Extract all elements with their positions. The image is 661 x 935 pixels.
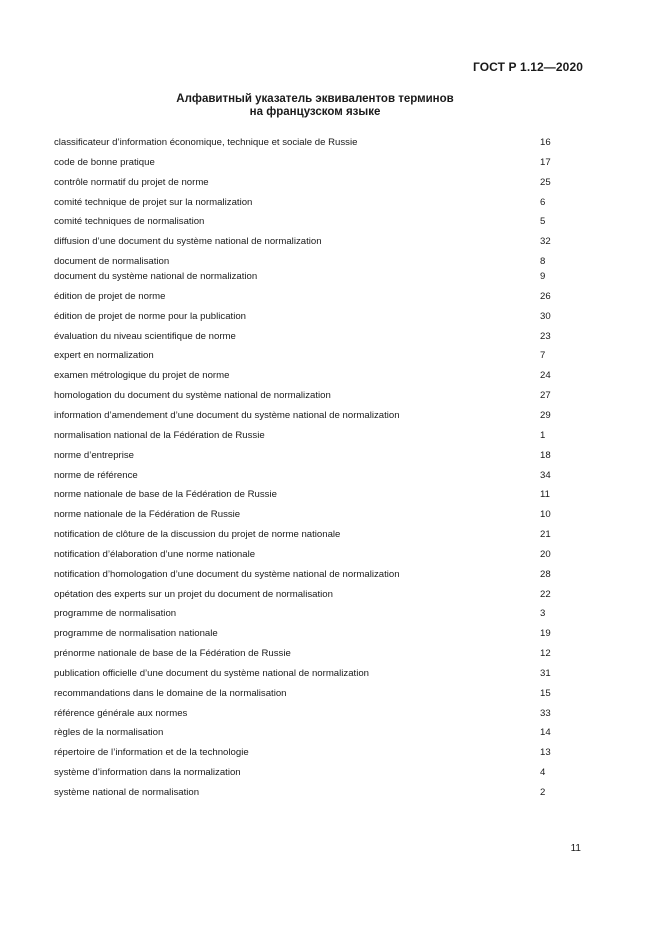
index-entry bbox=[54, 135, 574, 155]
index-entry bbox=[54, 725, 574, 745]
index-entry bbox=[54, 408, 574, 428]
index-title-line-1: Алфавитный указатель эквивалентов терминов bbox=[176, 93, 454, 105]
index-entry-term: publication officielle d’une document du système national de normalization bbox=[54, 667, 370, 679]
term-index-list bbox=[54, 135, 574, 805]
index-entry-number: 12 bbox=[540, 648, 551, 660]
index-entry-term: programme de normalisation bbox=[54, 608, 177, 620]
index-entry-term: information d’amendement d’une document du système national de normalization bbox=[54, 409, 400, 421]
index-entry-term: expert en normalization bbox=[54, 350, 154, 362]
index-entry bbox=[54, 234, 574, 254]
index-entry-number: 25 bbox=[540, 176, 551, 188]
index-entry-number: 16 bbox=[540, 137, 551, 148]
index-entry-number: 8 bbox=[540, 256, 546, 268]
index-entry-term: code de bonne pratique bbox=[54, 156, 155, 168]
index-entry bbox=[54, 606, 574, 626]
index-entry-number: 34 bbox=[540, 469, 551, 481]
index-entry bbox=[54, 587, 574, 607]
index-entry-term: notification d’homologation d’une document du système national de normalization bbox=[54, 568, 400, 580]
index-entry-number: 24 bbox=[540, 370, 551, 382]
index-entry-term: document du système national de normalization bbox=[54, 271, 258, 283]
index-entry-number: 21 bbox=[540, 529, 551, 541]
index-entry-term: répertoire de l’information et de la technologie bbox=[54, 747, 249, 759]
index-entry-term: édition de projet de norme bbox=[54, 290, 166, 302]
index-entry bbox=[54, 567, 574, 587]
index-entry bbox=[54, 487, 574, 507]
index-entry bbox=[54, 388, 574, 408]
index-entry-number: 17 bbox=[540, 156, 551, 168]
index-entry bbox=[54, 175, 574, 195]
index-title-line-2: на французском языке bbox=[249, 106, 381, 118]
index-entry-term: norme de référence bbox=[54, 469, 138, 481]
index-entry bbox=[54, 428, 574, 448]
index-entry-number: 10 bbox=[540, 509, 551, 521]
index-entry-number: 27 bbox=[540, 390, 551, 402]
index-entry-number: 31 bbox=[540, 667, 551, 679]
index-entry bbox=[54, 527, 574, 547]
index-entry-term: classificateur d’information économique, technique et sociale de Russie bbox=[54, 137, 358, 148]
page-number: 11 bbox=[570, 843, 581, 854]
index-entry bbox=[54, 666, 574, 686]
index-entry-number: 29 bbox=[540, 409, 551, 421]
index-entry-term: règles de la normalisation bbox=[54, 727, 164, 739]
index-entry bbox=[54, 214, 574, 234]
index-entry bbox=[54, 195, 574, 215]
index-entry-term: normalisation national de la Fédération de Russie bbox=[54, 429, 265, 441]
index-entry bbox=[54, 368, 574, 388]
index-entry-number: 28 bbox=[540, 568, 551, 580]
index-entry-number: 26 bbox=[540, 290, 551, 302]
index-entry-number: 14 bbox=[540, 727, 551, 739]
index-entry-number: 1 bbox=[540, 429, 546, 441]
index-entry bbox=[54, 706, 574, 726]
index-entry bbox=[54, 686, 574, 706]
index-entry bbox=[54, 646, 574, 666]
index-entry bbox=[54, 348, 574, 368]
index-entry-term: norme d’entreprise bbox=[54, 449, 134, 461]
index-entry-number: 22 bbox=[540, 588, 551, 600]
index-entry-number: 13 bbox=[540, 747, 551, 759]
index-entry-number: 33 bbox=[540, 707, 551, 719]
index-entry bbox=[54, 626, 574, 646]
index-entry-term: système national de normalisation bbox=[54, 787, 200, 798]
index-entry-number: 11 bbox=[540, 489, 550, 501]
index-entry bbox=[54, 289, 574, 309]
index-entry-term: édition de projet de norme pour la publication bbox=[54, 310, 247, 322]
index-entry bbox=[54, 507, 574, 527]
index-entry-term: prénorme nationale de base de la Fédération de Russie bbox=[54, 648, 291, 660]
index-entry bbox=[54, 254, 574, 269]
index-entry bbox=[54, 745, 574, 765]
index-entry bbox=[54, 785, 574, 805]
index-entry-number: 6 bbox=[540, 196, 546, 208]
index-entry-term: évaluation du niveau scientifique de norme bbox=[54, 330, 236, 342]
index-entry bbox=[54, 468, 574, 488]
index-entry-number: 19 bbox=[540, 628, 551, 640]
index-entry-term: système d’information dans la normalization bbox=[54, 767, 241, 779]
index-entry-term: examen métrologique du projet de norme bbox=[54, 370, 230, 382]
index-entry bbox=[54, 155, 574, 175]
index-entry bbox=[54, 448, 574, 468]
index-entry bbox=[54, 547, 574, 567]
index-entry-number: 5 bbox=[540, 216, 546, 228]
index-entry-number: 4 bbox=[540, 767, 546, 779]
index-entry-term: norme nationale de base de la Fédération de Russie bbox=[54, 489, 277, 501]
index-entry bbox=[54, 329, 574, 349]
index-entry-number: 30 bbox=[540, 310, 551, 322]
index-entry bbox=[54, 269, 574, 289]
index-entry-term: notification d’élaboration d’une norme nationale bbox=[54, 548, 256, 560]
index-entry-term: norme nationale de la Fédération de Russie bbox=[54, 509, 241, 521]
index-entry-term: contrôle normatif du projet de norme bbox=[54, 176, 209, 188]
index-entry-number: 20 bbox=[540, 548, 551, 560]
index-entry-number: 32 bbox=[540, 236, 551, 248]
index-entry-term: notification de clôture de la discussion du projet de norme nationale bbox=[54, 529, 341, 541]
index-title bbox=[0, 93, 630, 119]
index-entry-term: document de normalisation bbox=[54, 256, 170, 268]
index-entry-number: 7 bbox=[540, 350, 546, 362]
index-entry-term: recommandations dans le domaine de la normalisation bbox=[54, 687, 287, 699]
index-entry-number: 2 bbox=[540, 787, 546, 798]
index-entry bbox=[54, 765, 574, 785]
document-code: ГОСТ Р 1.12—2020 bbox=[473, 60, 583, 74]
index-entry-number: 3 bbox=[540, 608, 546, 620]
index-entry-term: homologation du document du système national de normalization bbox=[54, 390, 331, 402]
index-entry-term: diffusion d’une document du système national de normalization bbox=[54, 236, 322, 248]
index-entry-number: 9 bbox=[540, 271, 546, 283]
index-entry-term: programme de normalisation nationale bbox=[54, 628, 218, 640]
index-entry-term: référence générale aux normes bbox=[54, 707, 188, 719]
index-entry-number: 18 bbox=[540, 449, 551, 461]
index-entry bbox=[54, 309, 574, 329]
index-entry-number: 15 bbox=[540, 687, 551, 699]
index-entry-term: comité techniques de normalisation bbox=[54, 216, 205, 228]
index-entry-term: opétation des experts sur un projet du document de normalisation bbox=[54, 588, 333, 600]
index-entry-number: 23 bbox=[540, 330, 551, 342]
index-entry-term: comité technique de projet sur la normalization bbox=[54, 196, 253, 208]
